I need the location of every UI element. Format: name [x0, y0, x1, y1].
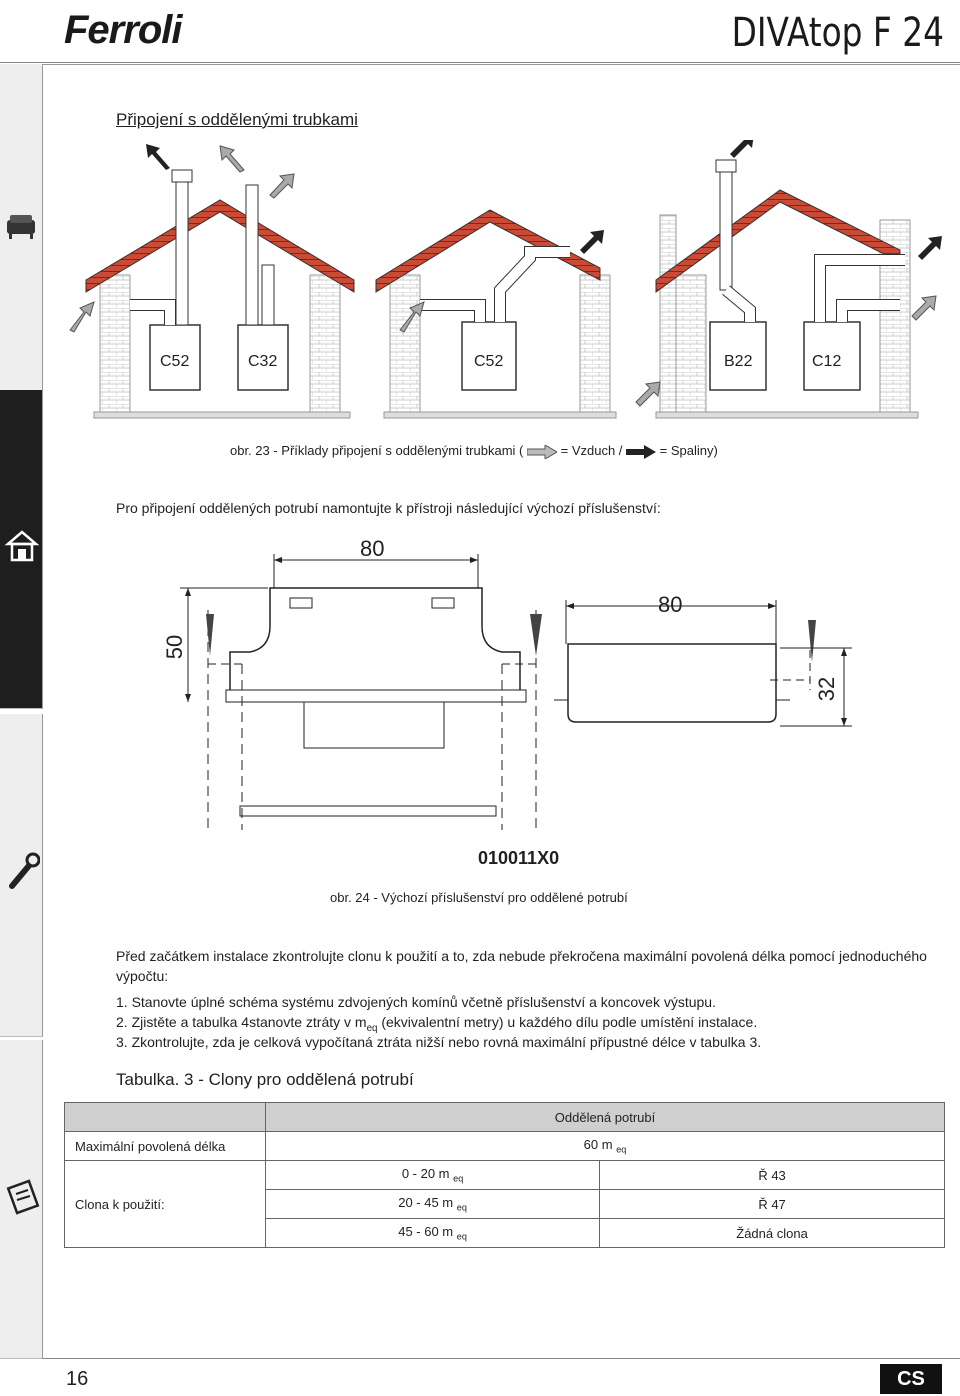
fig23-caption	[230, 443, 718, 459]
fig23-caption-prefix: obr. 23 - Příklady připojení s oddělenými trubkami (	[230, 443, 524, 458]
dim-right-width: 80	[658, 592, 683, 617]
wrench-icon	[6, 852, 40, 892]
house-right	[656, 160, 918, 418]
max-length-number: 60 m	[583, 1137, 613, 1153]
range-unit: eq	[456, 1202, 467, 1213]
step-2-text-a: 2. Zjistěte a tabulka 4stanovte ztráty v m	[116, 1014, 367, 1030]
range-cell	[266, 1190, 600, 1219]
dim-right-height: 32	[814, 676, 840, 702]
fig23-caption-flue: = Spaliny)	[659, 443, 718, 458]
orifice-cell: Žádná clona	[600, 1219, 945, 1248]
range-cell	[266, 1161, 600, 1190]
house-left	[86, 170, 354, 418]
range-unit: eq	[456, 1231, 467, 1242]
max-length-label: Maximální povolená délka	[65, 1132, 266, 1161]
range-value: 20 - 45 m	[398, 1195, 454, 1211]
table-corner	[65, 1103, 266, 1132]
orifice-table	[64, 1102, 945, 1248]
table-title: Tabulka. 3 - Clony pro oddělená potrubí	[116, 1070, 414, 1089]
orifice-cell: Ř 47	[600, 1190, 945, 1219]
flue-arrow-icon	[626, 445, 656, 459]
page-number: 16	[66, 1368, 89, 1390]
product-title: DIVAtop F 24	[731, 10, 944, 56]
range-value: 45 - 60 m	[398, 1224, 454, 1240]
label-c52-a: C52	[160, 353, 190, 370]
label-c52-b: C52	[474, 353, 504, 370]
section-title: Připojení s oddělenými trubkami	[116, 110, 358, 129]
step-1: 1. Stanovte úplné schéma systému zdvojených komínů včetně příslušenství a koncovek výstupu.	[116, 994, 716, 1010]
dim-left-width: 80	[360, 536, 385, 561]
max-length-value	[266, 1132, 945, 1161]
step-3: 3. Zkontrolujte, zda je celková vypočítaná ztráta nižší nebo rovná maximální přípustné délce v tabulka 3.	[116, 1034, 762, 1050]
orifice-cell: Ř 43	[600, 1161, 945, 1190]
range-value: 0 - 20 m	[401, 1166, 450, 1182]
orifice-label: Clona k použití:	[65, 1161, 266, 1248]
range-cell	[266, 1219, 600, 1248]
house-install-icon	[4, 526, 40, 566]
max-length-unit: eq	[616, 1144, 627, 1155]
armchair-icon	[4, 208, 40, 244]
label-c12: C12	[812, 353, 842, 370]
table-row	[65, 1161, 945, 1190]
table-header: Oddělená potrubí	[266, 1103, 945, 1132]
intro-text: Pro připojení oddělených potrubí namontujte k přístroji následující výchozí příslušenství:	[116, 500, 661, 516]
dim-left-height: 50	[162, 634, 188, 660]
step-2-text-b: (ekvivalentní metry) u každého dílu podle umístění instalace.	[377, 1014, 758, 1030]
range-unit: eq	[453, 1173, 464, 1184]
body-paragraph: Před začátkem instalace zkontrolujte clonu k použití a to, zda nebude překročena maximální povolená délka pomocí jednoduchého výpočtu:	[116, 948, 927, 984]
header-divider	[0, 62, 960, 63]
language-badge: CS	[880, 1364, 942, 1394]
air-arrow-icon	[527, 445, 557, 459]
figure-accessory	[150, 530, 870, 840]
brand-logo: Ferroli	[64, 8, 182, 52]
label-c32: C32	[248, 353, 278, 370]
step-2-unit: eq	[366, 1022, 378, 1034]
footer-divider	[42, 1358, 960, 1359]
fig24-caption: obr. 24 - Výchozí příslušenství pro oddělené potrubí	[330, 890, 628, 905]
label-b22: B22	[724, 353, 753, 370]
fig23-caption-air: = Vzduch /	[560, 443, 623, 458]
clipboard-icon	[4, 1176, 40, 1216]
fig24-code: 010011X0	[478, 848, 560, 868]
figure-connection-examples	[60, 140, 960, 430]
